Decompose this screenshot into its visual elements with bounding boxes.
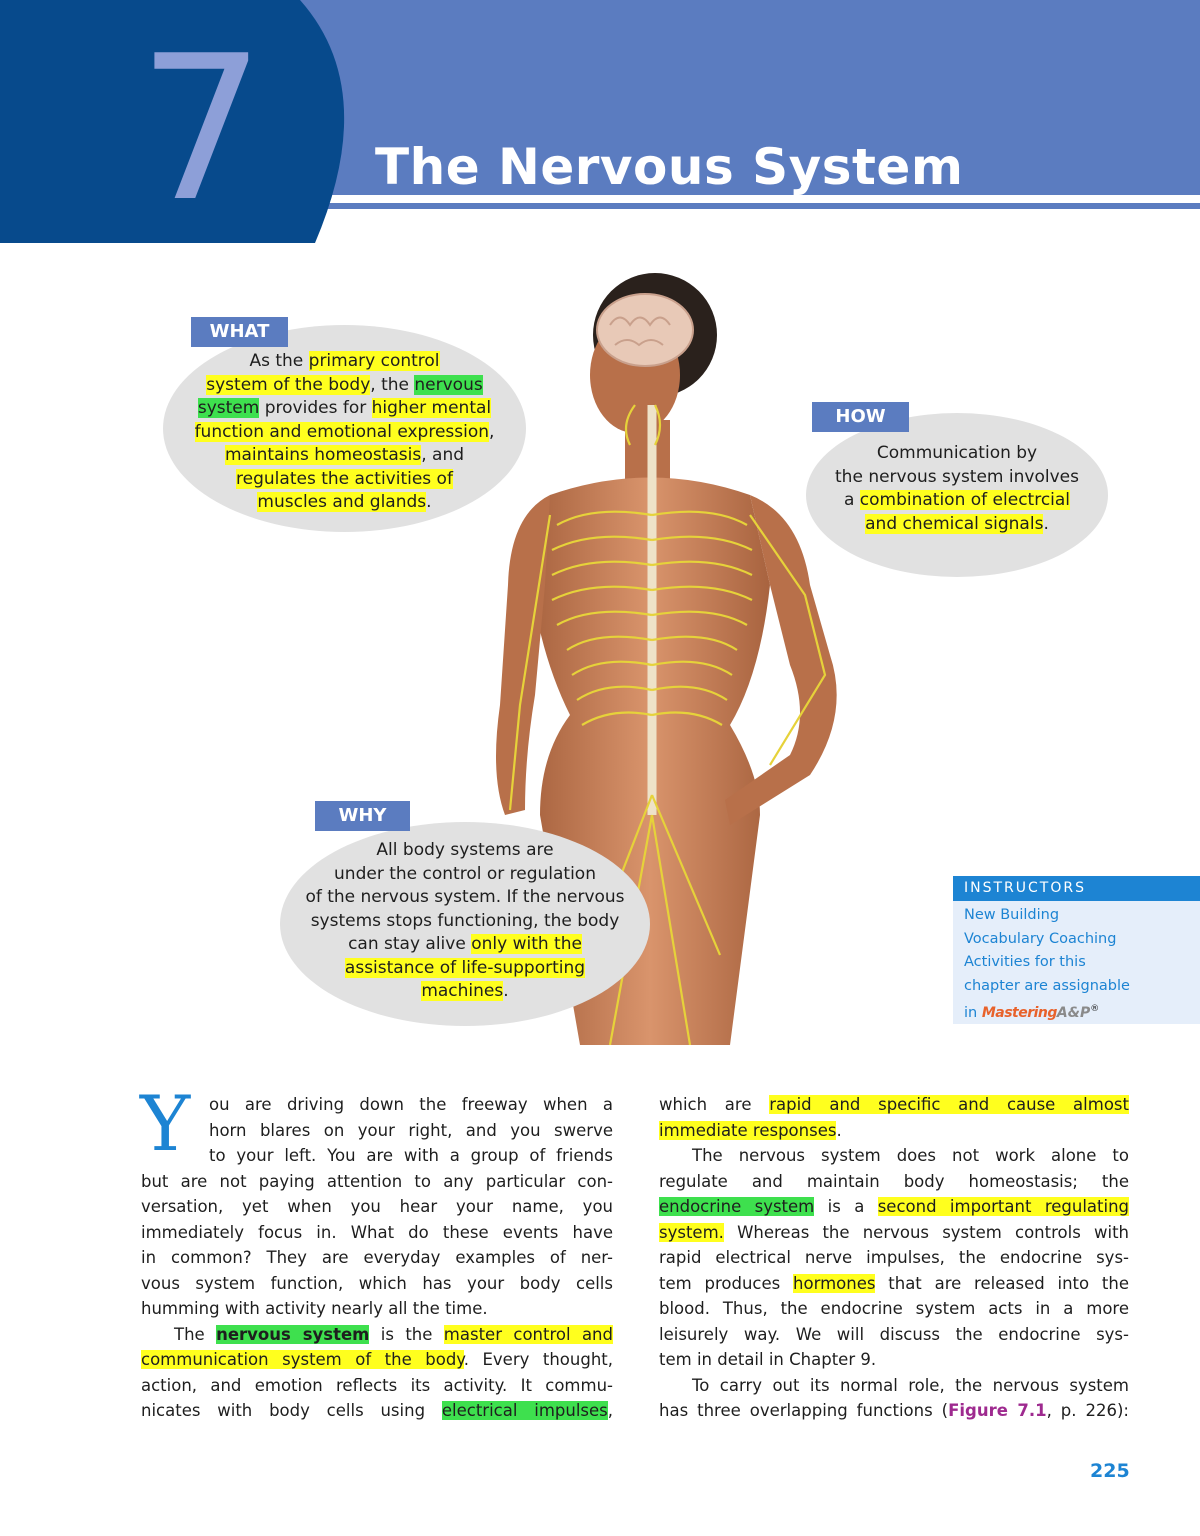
brain-shape [597, 294, 693, 366]
body-line: which are rapid and specific and cause almost [659, 1095, 1129, 1114]
how-tag: HOW [812, 402, 909, 432]
what-tag: WHAT [191, 317, 288, 347]
chapter-header [0, 0, 1200, 246]
body-line: in common? They are everyday examples of ner- [141, 1248, 613, 1267]
what-callout-text: As the primary control system of the body, the nervous system provides for higher mental function and emotional expression, maintains homeostasis, and regulates the activities of muscles and glands. [194, 351, 495, 512]
body-line: blood. Thus, the endocrine system acts in a more [659, 1299, 1129, 1318]
body-line: action, and emotion reflects its activity. It commu- [141, 1375, 613, 1395]
body-line: regulate and maintain body homeostasis; the [659, 1171, 1129, 1191]
body-line: immediate responses. [659, 1120, 842, 1140]
instructors-box [953, 876, 1200, 1024]
chapter-title: The Nervous System [375, 138, 964, 196]
body-line: The nervous system is the master control and [174, 1324, 613, 1344]
instructors-line: New Building [964, 907, 1060, 923]
body-line: horn blares on your right, and you swerve [209, 1120, 613, 1140]
body-line: versation, yet when you hear your name, you [141, 1197, 613, 1216]
figure-reference-link[interactable]: Figure 7.1 [948, 1401, 1047, 1420]
body-line: communication system of the body. Every thought, [141, 1350, 613, 1369]
body-line: to your left. You are with a group of friends [209, 1146, 613, 1165]
instructors-heading: INSTRUCTORS [953, 876, 1200, 901]
body-line: but are not paying attention to any particular con- [141, 1171, 613, 1191]
chapter-number: 7 [138, 13, 266, 246]
left-arm-shape [496, 495, 550, 815]
body-line: To carry out its normal role, the nervous system [692, 1375, 1129, 1395]
body-line: tem produces hormones that are released into the [659, 1273, 1129, 1293]
body-line: The nervous system does not work alone to [692, 1146, 1129, 1165]
why-tag: WHY [315, 801, 410, 831]
drop-cap: Y [140, 1079, 191, 1168]
how-callout-text: Communication by the nervous system involves a combination of electrcial and chemical signals. [835, 443, 1079, 534]
body-line: ou are driving down the freeway when a [209, 1095, 613, 1114]
body-line: vous system function, which has your body cells [141, 1273, 613, 1293]
body-line: leisurely way. We will discuss the endocrine sys- [659, 1324, 1129, 1344]
body-line: system. Whereas the nervous system controls with [659, 1222, 1129, 1242]
mastering-ap-logo[interactable]: in MasteringA&P® [964, 1004, 1100, 1021]
why-callout-text: All body systems are under the control or regulation of the nervous system. If the nervous systems stops functioning, the body can stay alive only with the assistance of life-supporting machines. [305, 840, 625, 1001]
body-column-left [141, 1092, 613, 1424]
body-line: rapid electrical nerve impulses, the endocrine sys- [659, 1248, 1129, 1267]
page-number: 225 [1090, 1460, 1130, 1482]
body-column-right [659, 1092, 1129, 1424]
body-line: immediately focus in. What do these events have [141, 1222, 613, 1242]
body-line: endocrine system is a second important regulating [659, 1197, 1129, 1216]
body-line: tem in detail in Chapter 9. [659, 1350, 877, 1369]
instructors-body [953, 901, 1200, 1025]
instructors-line: Activities for this [964, 954, 1086, 970]
instructors-line: Vocabulary Coaching [964, 930, 1117, 947]
body-line: nicates with body cells using electrical impulses, [141, 1401, 613, 1420]
body-line: humming with activity nearly all the time. [141, 1299, 488, 1318]
body-line: has three overlapping functions (Figure 7.1, p. 226): [659, 1401, 1129, 1420]
instructors-line: chapter are assignable [964, 977, 1130, 994]
